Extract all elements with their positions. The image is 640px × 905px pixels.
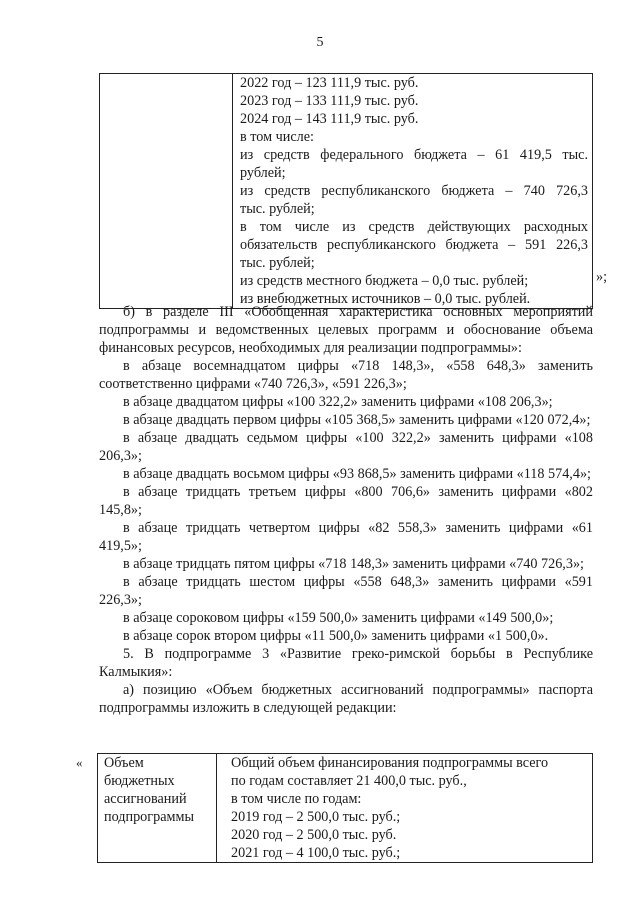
- funding-line: рублей;: [240, 165, 286, 181]
- funding-line: 2022 год – 123 111,9 тыс. руб.: [240, 75, 419, 91]
- funding-line: 2021 год – 4 100,0 тыс. руб.;: [231, 845, 401, 861]
- row-label-line: бюджетных: [104, 773, 175, 789]
- paragraph: б) в разделе III «Обобщенная характеристика основных мероприятий подпрограммы и ведомственных целевых программ и обоснование объема финансовых ресурсов, необходимых для реализации подпрограммы»:: [99, 304, 593, 356]
- funding-line: 2020 год – 2 500,0 тыс. руб.: [231, 827, 397, 843]
- table2-right-cell: [217, 754, 593, 863]
- paragraph: в абзаце тридцать третьем цифры «800 706,6» заменить цифрами «802 145,8»;: [99, 484, 593, 518]
- row-label-line: ассигнований: [104, 791, 187, 807]
- funding-line: обязательств республиканского бюджета – 591 226,3: [240, 237, 588, 253]
- funding-line: в том числе по годам:: [231, 791, 362, 807]
- funding-line: из средств республиканского бюджета – 740 726,3: [240, 183, 588, 199]
- table1-left-cell: [100, 74, 233, 309]
- paragraph: в абзаце двадцать первом цифры «105 368,5» заменить цифрами «120 072,4»;: [123, 412, 591, 428]
- paragraph: в абзаце тридцать четвертом цифры «82 558,3» заменить цифрами «61 419,5»;: [99, 520, 593, 554]
- paragraph: в абзаце сорок втором цифры «11 500,0» заменить цифрами «1 500,0».: [123, 628, 549, 644]
- paragraph: в абзаце двадцать седьмом цифры «100 322,2» заменить цифрами «108 206,3»;: [99, 430, 593, 464]
- paragraph: в абзаце двадцать восьмом цифры «93 868,5» заменить цифрами «118 574,4»;: [123, 466, 591, 482]
- paragraph: в абзаце тридцать пятом цифры «718 148,3» заменить цифрами «740 726,3»;: [123, 556, 584, 572]
- funding-line: 2019 год – 2 500,0 тыс. руб.;: [231, 809, 401, 825]
- paragraph: в абзаце восемнадцатом цифры «718 148,3», «558 648,3» заменить соответственно цифрами «740 726,3», «591 226,3»;: [99, 358, 593, 392]
- page-number: 5: [316, 35, 324, 50]
- funding-line: 2024 год – 143 111,9 тыс. руб.: [240, 111, 419, 127]
- paragraph: в абзаце тридцать шестом цифры «558 648,3» заменить цифрами «591 226,3»;: [99, 574, 593, 608]
- funding-line: из средств местного бюджета – 0,0 тыс. рублей;: [240, 273, 529, 289]
- row-label-line: подпрограммы: [104, 809, 194, 825]
- funding-line: тыс. рублей;: [240, 255, 315, 271]
- paragraph: в абзаце двадцатом цифры «100 322,2» заменить цифрами «108 206,3»;: [123, 394, 553, 410]
- funding-line: 2023 год – 133 111,9 тыс. руб.: [240, 93, 419, 109]
- paragraph: а) позицию «Объем бюджетных ассигнований подпрограммы» паспорта подпрограммы изложить в следующей редакции:: [99, 682, 593, 716]
- funding-table-continued: [99, 73, 593, 309]
- budget-allocation-table: [97, 753, 593, 863]
- funding-line: Общий объем финансирования подпрограммы всего: [231, 755, 549, 771]
- funding-line: из внебюджетных источников – 0,0 тыс. рублей.: [240, 291, 531, 307]
- closing-quote: »;: [596, 269, 608, 285]
- opening-quote: «: [76, 755, 83, 770]
- paragraph: в абзаце сороковом цифры «159 500,0» заменить цифрами «149 500,0»;: [123, 610, 554, 626]
- table1-right-cell: [233, 74, 593, 309]
- funding-line: из средств федерального бюджета – 61 419,5 тыс.: [240, 147, 588, 163]
- amendment-text: [99, 303, 593, 717]
- funding-line: в том числе из средств действующих расходных: [240, 219, 588, 235]
- table2-left-cell: [98, 754, 217, 863]
- section-heading: 5. В подпрограмме 3 «Развитие греко-римской борьбы в Республике Калмыкия»:: [99, 646, 593, 680]
- row-label-line: Объем: [104, 755, 144, 771]
- funding-line: тыс. рублей;: [240, 201, 315, 217]
- funding-line: в том числе:: [240, 129, 314, 145]
- funding-line: по годам составляет 21 400,0 тыс. руб.,: [231, 773, 467, 789]
